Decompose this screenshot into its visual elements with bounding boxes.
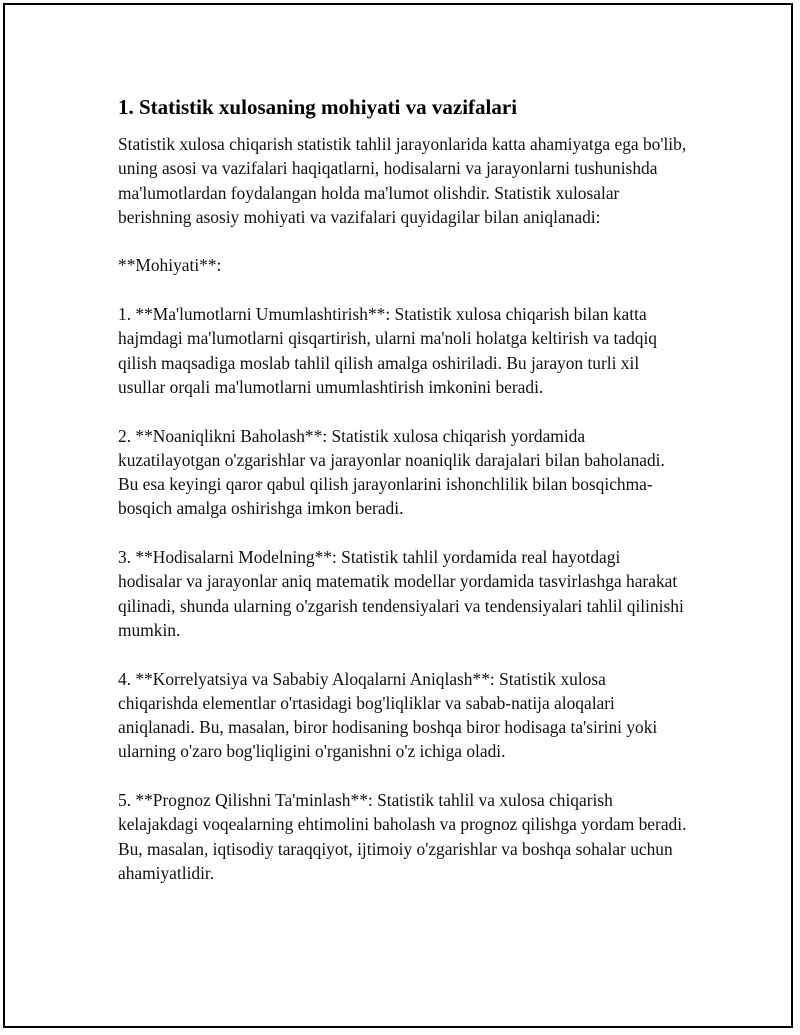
list-item: 1. **Ma'lumotlarni Umumlashtirish**: Statistik xulosa chiqarish bilan katta hajmdagi ma'lumotlarni qisqartirish, ularni ma'noli holatga keltirish va tadqiq qilish maqsadiga moslab tahlil qilish amalga oshiriladi. Bu jarayon turli xil usullar orqali ma'lumotlarni umumlashtirish imkonini beradi. xyxy=(118,304,657,397)
document-title: 1. Statistik xulosaning mohiyati va vazifalari xyxy=(118,95,518,119)
intro-paragraph: Statistik xulosa chiqarish statistik tahlil jarayonlarida katta ahamiyatga ega bo'lib, uning asosi va vazifalari haqiqatlarni, hodisalarni va jarayonlarni tushunishda ma'lumotlardan foydalangan holda ma'lumot olishdir. Statistik xulosalar berishning asosiy mohiyati va vazifalari quyidagilar bilan aniqlanadi: xyxy=(118,134,687,227)
document-body xyxy=(118,93,688,910)
section-label: **Mohiyati**: xyxy=(118,255,222,276)
list-item: 5. **Prognoz Qilishni Ta'minlash**: Statistik tahlil va xulosa chiqarish kelajakdagi voqealarning ehtimolini baholash va prognoz qilishga yordam beradi. Bu, masalan, iqtisodiy taraqqiyot, ijtimoiy o'zgarishlar va boshqa sohalar uchun ahamiyatlidir. xyxy=(118,790,687,883)
list-item: 3. **Hodisalarni Modelning**: Statistik tahlil yordamida real hayotdagi hodisalar va jarayonlar aniq matematik modellar yordamida tasvirlashga harakat qilinadi, shunda ularning o'zgarish tendensiyalari va tendensiyalari tahlil qilinishi mumkin. xyxy=(118,547,684,640)
list-item: 2. **Noaniqlikni Baholash**: Statistik xulosa chiqarish yordamida kuzatilayotgan o'zgarishlar va jarayonlar noaniqlik darajalari bilan baholanadi. Bu esa keyingi qaror qabul qilish jarayonlarini ishonchlilik bilan bosqichma-bosqich amalga oshirishga imkon beradi. xyxy=(118,425,665,519)
list-item: 4. **Korrelyatsiya va Sababiy Aloqalarni Aniqlash**: Statistik xulosa chiqarishda elementlar o'rtasidagi bog'liqliklar va sabab-natija aloqalari aniqlanadi. Bu, masalan, biror hodisaning boshqa biror hodisaga ta'sirini yoki ularning o'zaro bog'liqligini o'rganishni o'z ichiga oladi. xyxy=(118,668,658,762)
